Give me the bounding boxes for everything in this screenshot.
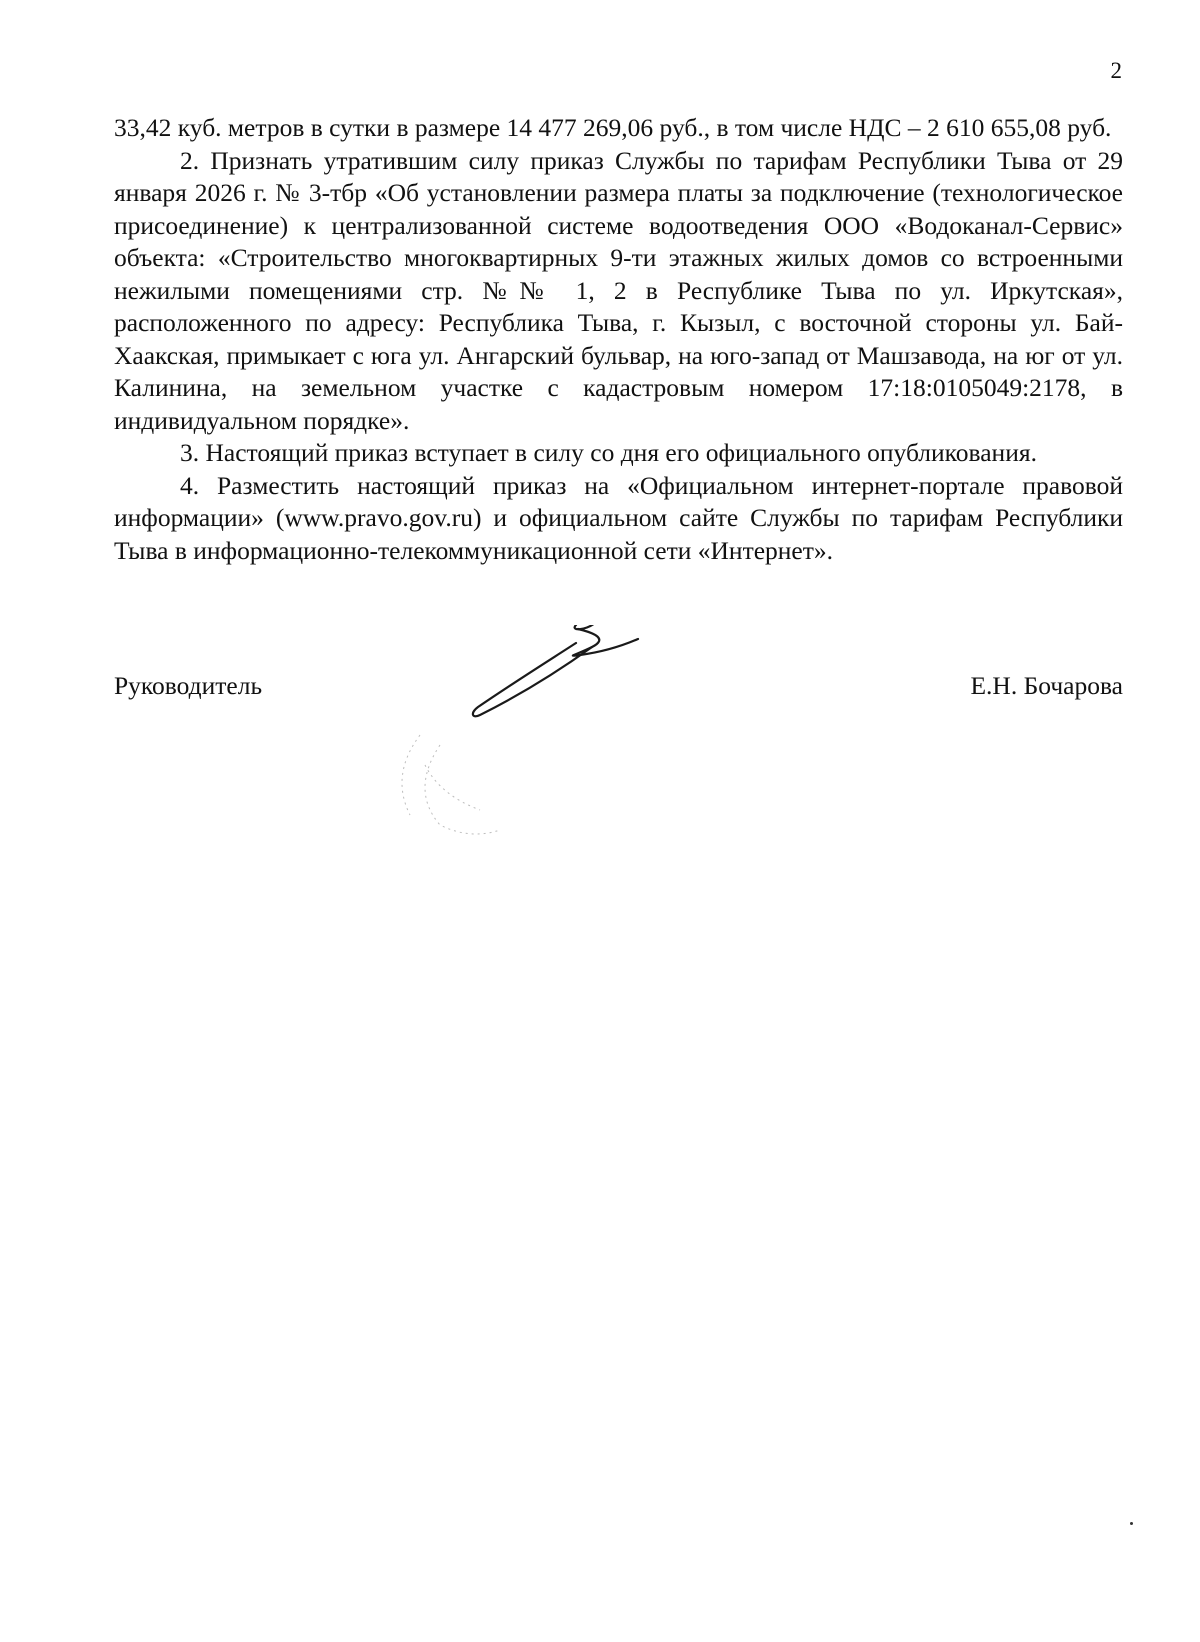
paragraph-item-3: 3. Настоящий приказ вступает в силу со дня его официального опубликования. — [180, 438, 1037, 467]
document-body — [114, 112, 1123, 567]
page-number: 2 — [1110, 58, 1122, 83]
paragraph-item-2: 2. Признать утратившим силу приказ Службы по тарифам Республики Тыва от 29 января 2026 г. № 3-тбр «Об установлении размера платы за подключение (технологическое присоединение) к централизованной системе водоотведения ООО «Водоканал-Сервис» объекта: «Строительство многоквартирных 9-ти этажных жилых домов со встроенными нежилыми помещениями стр. №№ 1, 2 в Республике Тыва по ул. Иркутская», расположенного по адресу: Республика Тыва, г. Кызыл, с восточной стороны ул. Бай-Хаакская, примыкает с юга ул. Ангарский бульвар, на юго-запад от Машзавода, на юг от ул. Калинина, на земельном участке с кадастровым номером 17:18:0105049:2178, в индивидуальном порядке». — [114, 145, 1123, 435]
signatory-name: Е.Н. Бочарова — [970, 671, 1123, 700]
scan-speck — [1130, 1522, 1133, 1525]
faint-stamp-marks — [402, 735, 500, 834]
handwritten-signature — [380, 625, 800, 905]
signature-strokes — [473, 625, 730, 716]
paragraph-continuation: 33,42 куб. метров в сутки в размере 14 477 269,06 руб., в том числе НДС – 2 610 655,08 руб. — [114, 113, 1112, 142]
signatory-position: Руководитель — [114, 671, 263, 700]
paragraph-item-4: 4. Разместить настоящий приказ на «Официальном интернет-портале правовой информации» (www.pravo.gov.ru) и официальном сайте Службы по тарифам Республики Тыва в информационно-телекоммуникационной сети «Интернет». — [114, 470, 1123, 565]
